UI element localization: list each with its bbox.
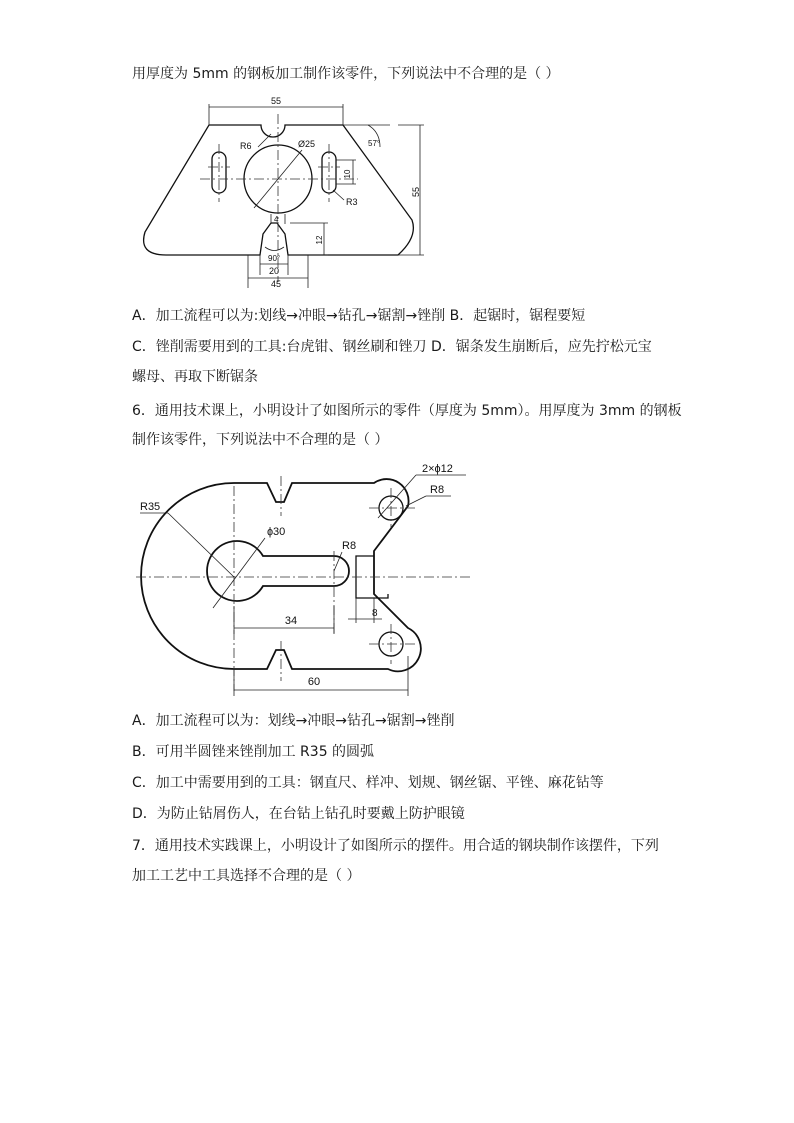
q6-option-d: D．为防止钻屑伤人，在台钻上钻孔时要戴上防护眼镜 — [132, 806, 465, 822]
dim-10: 10 — [343, 169, 352, 179]
dim-20: 20 — [268, 266, 280, 276]
q7-stem-line1: 7．通用技术实践课上，小明设计了如图所示的摆件。用合适的钢块制作该摆件，下列 — [132, 838, 659, 854]
dim-4: 4 — [274, 215, 279, 224]
label-2x-phi12: 2×ɸ12 — [422, 463, 453, 475]
dim-top-55: 55 — [270, 96, 282, 106]
q5-part-drawing — [128, 92, 448, 292]
q5-stem: 用厚度为 5mm 的钢板加工制作该零件，下列说法中不合理的是（ ） — [132, 66, 560, 82]
q6-option-a: A．加工流程可以为：划线→冲眼→钻孔→锯割→锉削 — [132, 713, 455, 729]
label-d25: Ø25 — [298, 139, 316, 149]
label-r8-upper: R8 — [430, 484, 445, 496]
dim-right-55: 55 — [411, 186, 421, 198]
q6-part-drawing — [126, 456, 486, 706]
label-r8-slot: R8 — [342, 540, 357, 552]
label-r3: R3 — [346, 197, 358, 207]
dim-60: 60 — [307, 676, 321, 688]
q6-stem-line2: 制作该零件，下列说法中不合理的是（ ） — [132, 432, 389, 448]
q6-option-c: C．加工中需要用到的工具：钢直尺、样冲、划规、钢丝锯、平锉、麻花钻等 — [132, 775, 604, 791]
q5-option-d-cont: 螺母、再取下断锯条 — [132, 369, 258, 385]
q6-stem-line1: 6．通用技术课上，小明设计了如图所示的零件（厚度为 5mm）。用厚度为 3mm 的钢板 — [132, 403, 682, 419]
q6-option-b: B．可用半圆锉来锉削加工 R35 的圆弧 — [132, 744, 375, 760]
label-phi30: ɸ30 — [267, 526, 286, 538]
dim-12: 12 — [315, 235, 324, 245]
label-90deg: 90° — [268, 254, 281, 263]
q5-options-cd: C．锉削需要用到的工具:台虎钳、钢丝刷和锉刀 D．锯条发生崩断后，应先拧松元宝 — [132, 339, 652, 355]
label-57deg: 57° — [368, 139, 381, 148]
dim-8: 8 — [372, 608, 378, 619]
label-r6: R6 — [240, 141, 252, 151]
label-r35: R35 — [140, 501, 161, 513]
q5-options-ab: A．加工流程可以为:划线→冲眼→钻孔→锯割→锉削 B．起锯时，锯程要短 — [132, 308, 586, 324]
q7-stem-line2: 加工工艺中工具选择不合理的是（ ） — [132, 868, 361, 884]
dim-45: 45 — [270, 279, 282, 289]
dim-34: 34 — [284, 615, 298, 627]
